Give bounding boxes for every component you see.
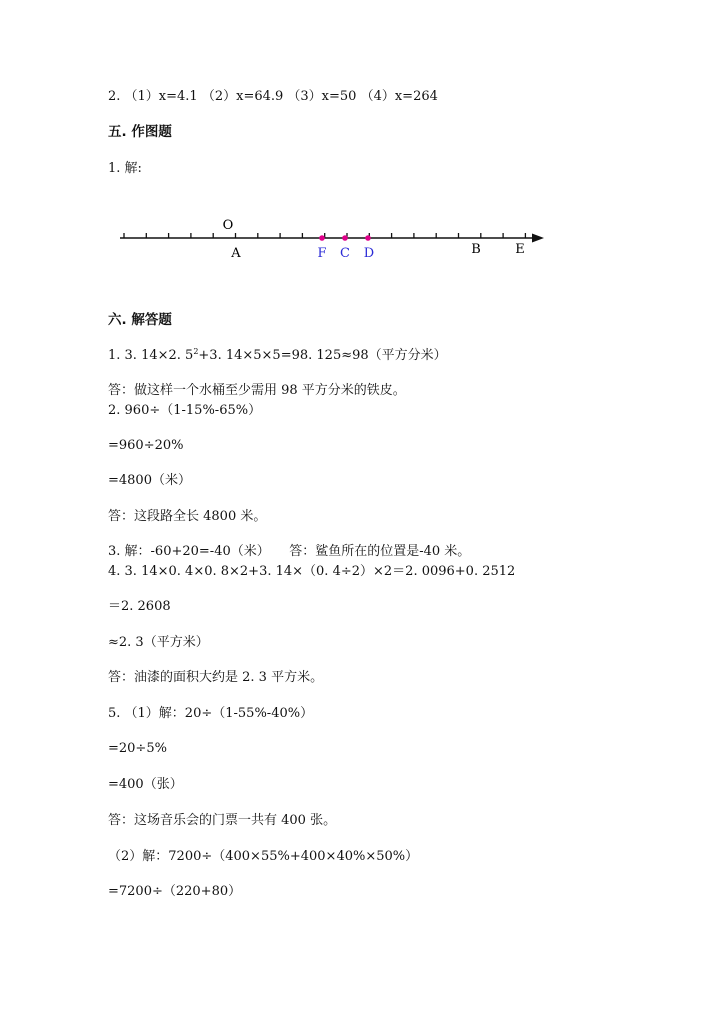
- section-six-q5-answer: 答：这场音乐会的门票一共有 400 张。: [108, 813, 337, 828]
- answer-q2-line: 2. （1）x=4.1 （2）x=64.9 （3）x=50 （4）x=264: [108, 89, 438, 104]
- section-six-q5-part2-line2: =7200÷（220+80）: [108, 884, 242, 899]
- section-six-q1-line: [108, 347, 447, 365]
- point-f-dot: [319, 235, 325, 241]
- label-e: E: [515, 242, 525, 257]
- section-five-heading: 五. 作图题: [108, 124, 172, 140]
- point-d-dot: [365, 235, 371, 241]
- section-six-q5-line2: =20÷5%: [108, 741, 167, 756]
- section-six-q4-line2: ＝2. 2608: [108, 599, 171, 614]
- section-six-q4-line3: ≈2. 3（平方米）: [108, 635, 209, 650]
- number-line-arrow: [532, 234, 544, 243]
- section-six-q2-answer: 答：这段路全长 4800 米。: [108, 509, 267, 524]
- section-six-q2-line1: 2. 960÷（1-15%-65%）: [108, 403, 262, 418]
- section-six-heading: 六. 解答题: [108, 312, 172, 328]
- section-six-q5-part2-line1: （2）解：7200÷（400×55%+400×40%×50%）: [108, 849, 419, 864]
- section-six-q5-line1: 5. （1）解：20÷（1-55%-40%）: [108, 706, 314, 721]
- label-c: C: [340, 246, 350, 261]
- section-six-q2-line2: =960÷20%: [108, 438, 184, 453]
- label-f: F: [317, 246, 327, 261]
- section-six-q5-line3: =400（张）: [108, 777, 183, 792]
- section-six-q1-answer: 答：做这样一个水桶至少需用 98 平方分米的铁皮。: [108, 383, 406, 398]
- label-b: B: [471, 242, 481, 257]
- q1-expression-end: +3. 14×5×5=98. 125≈98（平方分米）: [198, 348, 447, 363]
- number-line-diagram: [100, 208, 560, 268]
- point-c-dot: [342, 235, 348, 241]
- q1-superscript: 2: [193, 347, 199, 356]
- label-d: D: [363, 246, 375, 261]
- label-a: A: [231, 246, 241, 261]
- label-o: O: [222, 218, 234, 233]
- section-six-q4-line1: 4. 3. 14×0. 4×0. 8×2+3. 14×（0. 4÷2）×2＝2. 0096+0. 2512: [108, 564, 516, 579]
- section-six-q4-answer: 答：油漆的面积大约是 2. 3 平方米。: [108, 670, 324, 685]
- section-six-q3-line: 3. 解：-60+20=-40（米） 答：鲨鱼所在的位置是-40 米。: [108, 544, 471, 559]
- section-five-q1-label: 1. 解:: [108, 161, 142, 176]
- q1-expression-start: 1. 3. 14×2. 5: [108, 348, 194, 363]
- section-six-q2-line3: =4800（米）: [108, 473, 191, 488]
